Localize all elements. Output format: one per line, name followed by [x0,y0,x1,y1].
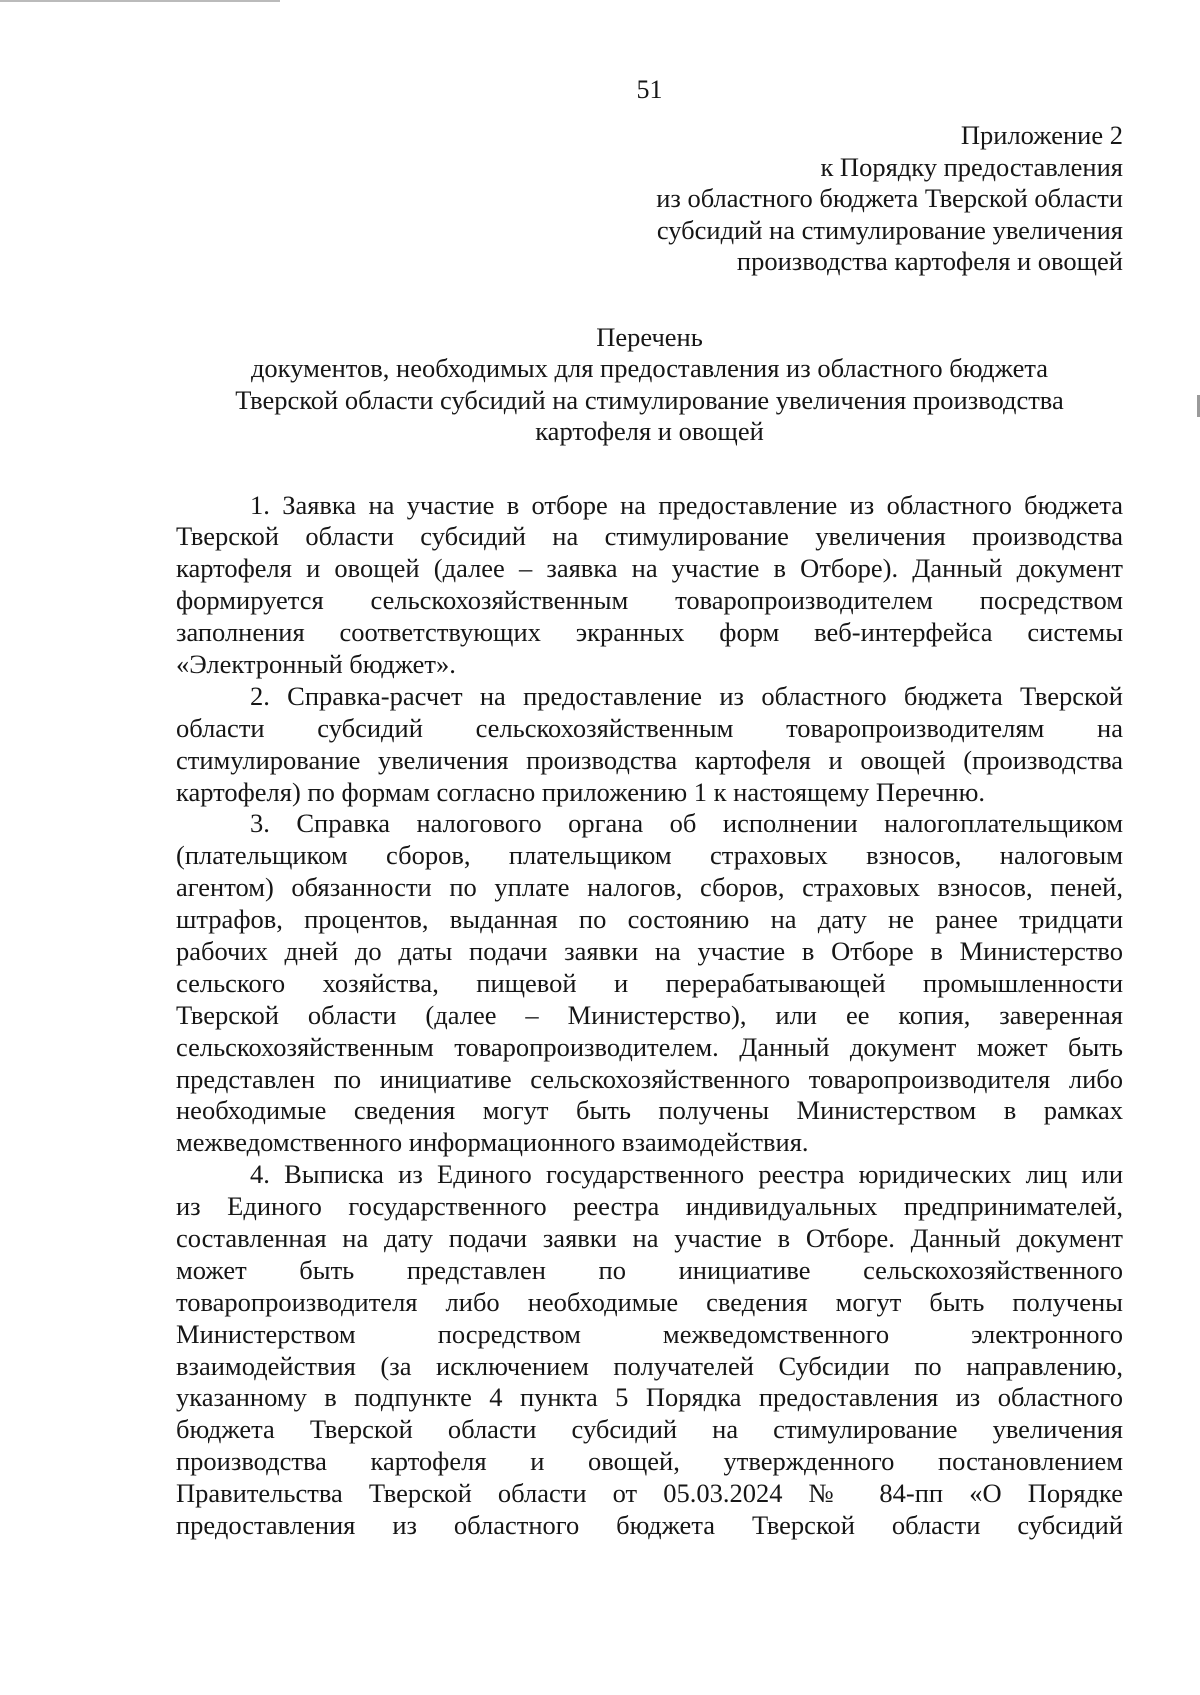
body-line: производства картофеля и овощей, утвержденного постановлением [176,1446,1123,1477]
document-body [176,490,1123,1542]
body-line-item-3: 3. Справка налогового органа об исполнении налогоплательщиком [250,808,1123,839]
body-line: агентом) обязанности по уплате налогов, сборов, страховых взносов, пеней, [176,872,1123,903]
page-number: 51 [636,75,663,104]
body-line: области субсидий сельскохозяйственным товаропроизводителям на [176,712,1123,743]
body-line: (плательщиком сборов, плательщиком страховых взносов, налоговым [176,840,1123,871]
body-line-item-2: 2. Справка-расчет на предоставление из областного бюджета Тверской [250,680,1123,711]
document-page [176,70,1123,1542]
body-line: сельского хозяйства, пищевой и перерабатывающей промышленности [176,967,1123,998]
body-line: товаропроизводителя либо необходимые сведения могут быть получены [176,1286,1123,1317]
title-heading: Перечень [596,321,703,352]
body-line: указанному в подпункте 4 пункта 5 Порядка предоставления из областного [176,1382,1123,1413]
body-line: бюджета Тверской области субсидий на стимулирование увеличения [176,1414,1123,1445]
body-line: необходимые сведения могут быть получены Министерством в рамках [176,1095,1123,1126]
appendix-line: производства картофеля и овощей [736,246,1123,276]
body-line: Министерством посредством межведомственного электронного [176,1318,1123,1349]
body-line: «Электронный бюджет». [176,648,456,679]
appendix-reference [176,120,1123,278]
title-line: Тверской области субсидий на стимулирование увеличения производства [235,384,1064,415]
title-line: документов, необходимых для предоставления из областного бюджета [250,353,1049,383]
appendix-line: к Порядку предоставления [820,151,1123,182]
body-line: формируется сельскохозяйственным товаропроизводителем посредством [176,585,1123,616]
title-line: картофеля и овощей [535,416,764,446]
body-line: предоставления из областного бюджета Тверской области субсидий [176,1510,1123,1540]
body-line: из Единого государственного реестра индивидуальных предпринимателей, [176,1191,1123,1222]
body-line: Тверской области субсидий на стимулирование увеличения производства [176,521,1123,552]
body-line: составленная на дату подачи заявки на участие в Отборе. Данный документ [176,1222,1123,1253]
body-line: картофеля) по формам согласно приложению 1 к настоящему Перечню. [176,776,986,807]
body-line: представлен по инициативе сельскохозяйственного товаропроизводителя либо [176,1063,1123,1094]
body-line: стимулирование увеличения производства картофеля и овощей (производства [176,744,1123,775]
body-line: штрафов, процентов, выданная по состоянию на дату не ранее тридцати [176,904,1123,935]
body-line: Правительства Тверской области от 05.03.2024 № 84-пп «О Порядке [176,1478,1123,1509]
body-line-item-1: 1. Заявка на участие в отборе на предоставление из областного бюджета [250,489,1123,520]
body-line: взаимодействия (за исключением получателей Субсидии по направлению, [176,1350,1123,1381]
body-line: рабочих дней до даты подачи заявки на участие в Отборе в Министерство [176,935,1123,966]
document-title [176,322,1123,448]
body-line: картофеля и овощей (далее – заявка на участие в Отборе). Данный документ [176,553,1123,584]
body-line: межведомственного информационного взаимодействия. [176,1127,809,1158]
body-line: может быть представлен по инициативе сельскохозяйственного [176,1254,1123,1285]
appendix-line: Приложение 2 [960,120,1123,150]
appendix-line: субсидий на стимулирование увеличения [656,214,1123,245]
appendix-line: из областного бюджета Тверской области [656,183,1123,213]
body-line-item-4: 4. Выписка из Единого государственного реестра юридических лиц или [250,1159,1123,1190]
body-line: Тверской области (далее – Министерство), или ее копия, заверенная [176,999,1123,1030]
body-line: сельскохозяйственным товаропроизводителем. Данный документ может быть [176,1031,1123,1062]
scan-edge-line [0,0,280,2]
body-line: заполнения соответствующих экранных форм веб-интерфейса системы [176,617,1123,648]
